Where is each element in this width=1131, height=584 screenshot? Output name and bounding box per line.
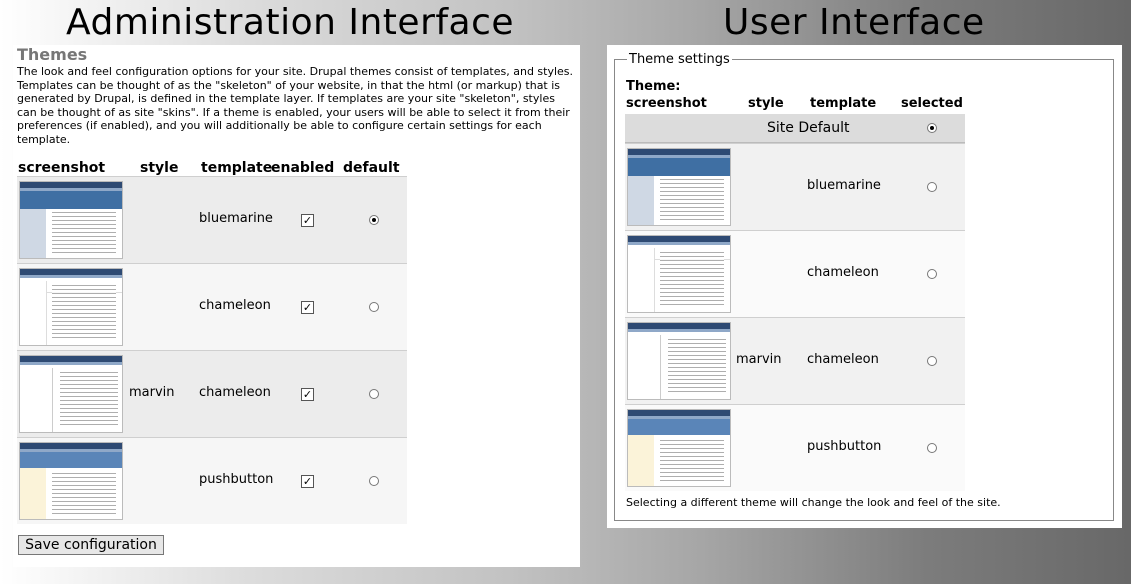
style-cell: marvin [736, 352, 782, 367]
user-theme-panel [607, 45, 1122, 528]
site-default-row [625, 114, 965, 143]
theme-screenshot-chameleon [627, 235, 731, 313]
template-cell: chameleon [199, 298, 271, 313]
enabled-checkbox[interactable]: ✓ [302, 214, 313, 227]
template-cell: bluemarine [807, 178, 881, 193]
default-radio[interactable] [369, 389, 379, 399]
enabled-checkbox[interactable]: ✓ [302, 301, 313, 314]
column-header-style: style [140, 160, 179, 176]
selected-radio[interactable] [927, 356, 937, 366]
save-configuration-button[interactable]: Save configuration [18, 535, 164, 555]
column-header-template: template [810, 96, 877, 111]
column-header-template: template [201, 160, 273, 176]
template-cell: pushbutton [807, 439, 882, 454]
column-header-selected: selected [901, 96, 963, 111]
site-default-label: Site Default [767, 120, 850, 136]
selected-radio[interactable] [927, 182, 937, 192]
site-default-radio[interactable] [927, 123, 937, 133]
admin-themes-panel [13, 45, 580, 567]
default-radio[interactable] [369, 302, 379, 312]
admin-theme-rows [17, 176, 407, 524]
template-cell: chameleon [199, 385, 271, 400]
themes-description: The look and feel configuration options for your site. Drupal themes consist of templates, and styles. Templates can be thought of as the "skeleton" of your website, in that the html (or markup) that is generated by Drupal, is defined in the template layer. If templates are your site "skeleton", styles can be thought of as site "skins". If a theme is enabled, your users will be able to select it from their preferences (if enabled), and you will additionally be able to configure certain settings for each template. [17, 65, 574, 146]
column-header-enabled: enabled [271, 160, 335, 176]
table-row [625, 230, 965, 317]
user-theme-rows [625, 114, 965, 491]
table-row [17, 350, 407, 437]
enabled-checkbox[interactable]: ✓ [302, 475, 313, 488]
user-interface-title: User Interface [723, 2, 985, 43]
table-row [625, 317, 965, 404]
theme-label: Theme: [626, 79, 681, 94]
template-cell: pushbutton [199, 472, 274, 487]
style-cell: marvin [129, 385, 175, 400]
column-header-style: style [748, 96, 784, 111]
table-header [17, 160, 407, 176]
column-header-screenshot: screenshot [18, 160, 106, 176]
template-cell: bluemarine [199, 211, 273, 226]
page-title: Themes [17, 45, 88, 64]
admin-themes-table [17, 160, 407, 488]
admin-interface-title: Administration Interface [66, 2, 515, 43]
column-header-default: default [343, 160, 400, 176]
selected-radio[interactable] [927, 269, 937, 279]
theme-screenshot-pushbutton [19, 442, 123, 520]
enabled-checkbox[interactable]: ✓ [302, 388, 313, 401]
theme-screenshot-bluemarine [19, 181, 123, 259]
table-row [625, 404, 965, 491]
table-row [17, 437, 407, 524]
theme-help-text: Selecting a different theme will change the look and feel of the site. [626, 496, 1001, 509]
table-row [625, 143, 965, 230]
table-row [17, 176, 407, 263]
theme-screenshot-marvin [627, 322, 731, 400]
default-radio[interactable] [369, 215, 379, 225]
theme-screenshot-marvin [19, 355, 123, 433]
selected-radio[interactable] [927, 443, 937, 453]
theme-screenshot-bluemarine [627, 148, 731, 226]
default-radio[interactable] [369, 476, 379, 486]
template-cell: chameleon [807, 265, 879, 280]
template-cell: chameleon [807, 352, 879, 367]
fieldset-legend: Theme settings [629, 52, 730, 67]
table-row [17, 263, 407, 350]
theme-screenshot-chameleon [19, 268, 123, 346]
theme-screenshot-pushbutton [627, 409, 731, 487]
user-table-header [626, 96, 966, 112]
column-header-screenshot: screenshot [626, 96, 707, 111]
